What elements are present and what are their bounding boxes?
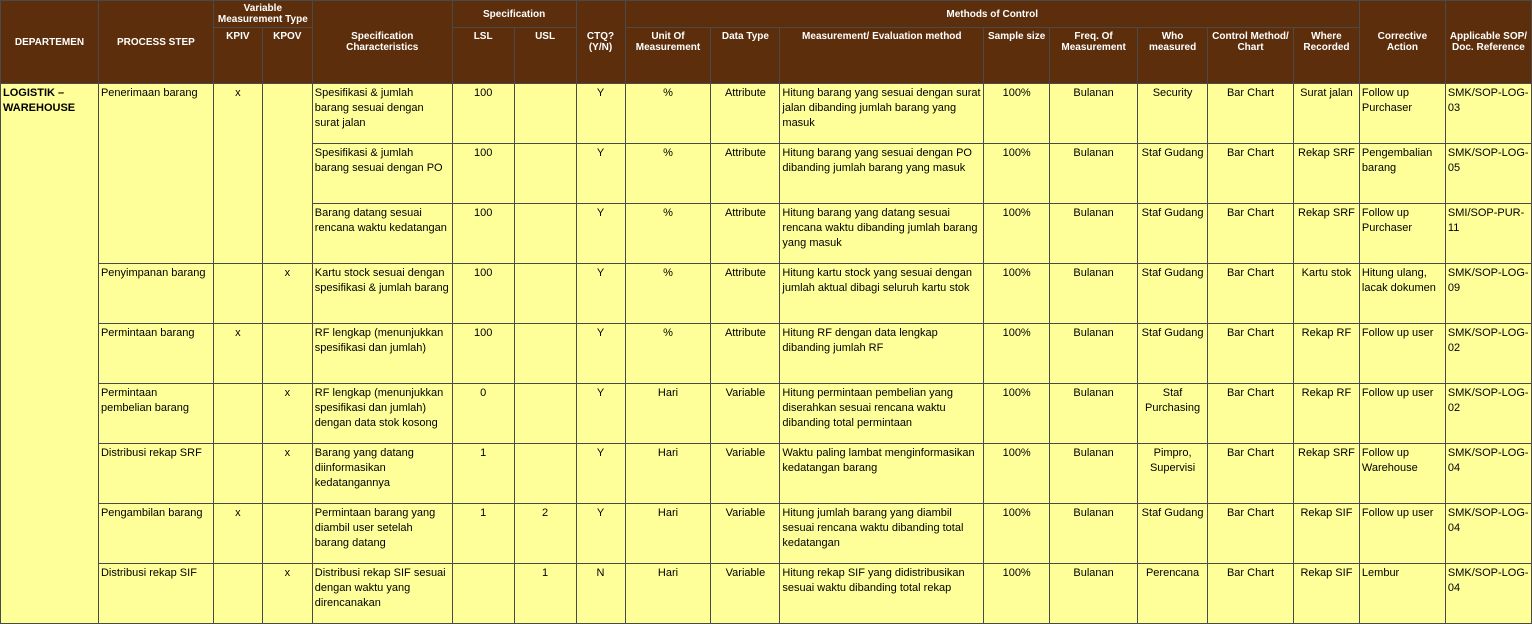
usl-cell — [514, 144, 576, 204]
lsl-cell: 0 — [452, 384, 514, 444]
header-kpov: KPOV — [262, 28, 312, 84]
header-ctq: CTQ? (Y/N) — [576, 1, 625, 84]
header-departemen: DEPARTEMEN — [1, 1, 99, 84]
who-cell: Staf Gudang — [1138, 204, 1208, 264]
header-measurement-method: Measurement/ Evaluation method — [780, 28, 984, 84]
where-cell: Rekap SRF — [1293, 144, 1359, 204]
process-step-cell: Penerimaan barang — [98, 84, 213, 264]
where-cell: Surat jalan — [1293, 84, 1359, 144]
corrective-action-cell: Hitung ulang, lacak dokumen — [1359, 264, 1445, 324]
chart-cell: Bar Chart — [1208, 444, 1294, 504]
unit-cell: Hari — [625, 444, 711, 504]
header-sop: Applicable SOP/ Doc. Reference — [1445, 1, 1531, 84]
kpov-cell — [262, 504, 312, 564]
who-cell: Perencana — [1138, 564, 1208, 624]
table-row — [1, 504, 1532, 564]
usl-cell — [514, 324, 576, 384]
chart-cell: Bar Chart — [1208, 264, 1294, 324]
process-step-cell: Distribusi rekap SIF — [98, 564, 213, 624]
unit-cell: % — [625, 324, 711, 384]
table-row — [1, 264, 1532, 324]
method-cell: Hitung rekap SIF yang didistribusikan sesuai waktu dibanding total rekap — [780, 564, 984, 624]
kpiv-cell: x — [213, 324, 262, 384]
who-cell: Staf Purchasing — [1138, 384, 1208, 444]
header-spec-characteristics: Specification Characteristics — [312, 1, 452, 84]
spec-cell: Kartu stock sesuai dengan spesifikasi & jumlah barang — [312, 264, 452, 324]
unit-cell: % — [625, 264, 711, 324]
chart-cell: Bar Chart — [1208, 564, 1294, 624]
usl-cell — [514, 384, 576, 444]
lsl-cell: 100 — [452, 204, 514, 264]
header-unit: Unit Of Measurement — [625, 28, 711, 84]
lsl-cell: 1 — [452, 504, 514, 564]
freq-cell: Bulanan — [1050, 564, 1138, 624]
ctq-cell: N — [576, 564, 625, 624]
sop-cell: SMK/SOP-LOG-04 — [1445, 564, 1531, 624]
who-cell: Staf Gudang — [1138, 504, 1208, 564]
who-cell: Staf Gudang — [1138, 324, 1208, 384]
freq-cell: Bulanan — [1050, 504, 1138, 564]
who-cell: Staf Gudang — [1138, 144, 1208, 204]
kpiv-cell: x — [213, 504, 262, 564]
table-row — [1, 444, 1532, 504]
freq-cell: Bulanan — [1050, 264, 1138, 324]
chart-cell: Bar Chart — [1208, 324, 1294, 384]
data-type-cell: Attribute — [711, 144, 780, 204]
lsl-cell — [452, 564, 514, 624]
sample-size-cell: 100% — [984, 204, 1050, 264]
kpov-cell: x — [262, 564, 312, 624]
process-step-cell: Permintaan pembelian barang — [98, 384, 213, 444]
where-cell: Rekap RF — [1293, 384, 1359, 444]
sample-size-cell: 100% — [984, 144, 1050, 204]
kpov-cell: x — [262, 264, 312, 324]
kpov-cell: x — [262, 384, 312, 444]
table-row — [1, 384, 1532, 444]
corrective-action-cell: Follow up user — [1359, 324, 1445, 384]
header-process-step: PROCESS STEP — [98, 1, 213, 84]
method-cell: Hitung barang yang sesuai dengan surat jalan dibanding jumlah barang yang masuk — [780, 84, 984, 144]
ctq-cell: Y — [576, 504, 625, 564]
header-lsl: LSL — [452, 28, 514, 84]
header-where-recorded: Where Recorded — [1293, 28, 1359, 84]
data-type-cell: Attribute — [711, 324, 780, 384]
sample-size-cell: 100% — [984, 504, 1050, 564]
kpov-cell: x — [262, 444, 312, 504]
sop-cell: SMK/SOP-LOG-03 — [1445, 84, 1531, 144]
spec-cell: RF lengkap (menunjukkan spesifikasi dan jumlah) — [312, 324, 452, 384]
ctq-cell: Y — [576, 444, 625, 504]
where-cell: Kartu stok — [1293, 264, 1359, 324]
sop-cell: SMK/SOP-LOG-04 — [1445, 444, 1531, 504]
ctq-cell: Y — [576, 264, 625, 324]
header-sample-size: Sample size — [984, 28, 1050, 84]
data-type-cell: Attribute — [711, 204, 780, 264]
unit-cell: Hari — [625, 564, 711, 624]
department-cell: LOGISTIK – WAREHOUSE — [1, 84, 99, 624]
data-type-cell: Attribute — [711, 264, 780, 324]
data-type-cell: Variable — [711, 384, 780, 444]
spec-cell: RF lengkap (menunjukkan spesifikasi dan jumlah) dengan data stok kosong — [312, 384, 452, 444]
header-freq: Freq. Of Measurement — [1050, 28, 1138, 84]
usl-cell: 1 — [514, 564, 576, 624]
chart-cell: Bar Chart — [1208, 504, 1294, 564]
kpiv-cell: x — [213, 84, 262, 264]
kpiv-cell — [213, 444, 262, 504]
header-usl: USL — [514, 28, 576, 84]
sample-size-cell: 100% — [984, 564, 1050, 624]
chart-cell: Bar Chart — [1208, 204, 1294, 264]
freq-cell: Bulanan — [1050, 324, 1138, 384]
sample-size-cell: 100% — [984, 264, 1050, 324]
corrective-action-cell: Follow up Purchaser — [1359, 204, 1445, 264]
sample-size-cell: 100% — [984, 444, 1050, 504]
ctq-cell: Y — [576, 384, 625, 444]
chart-cell: Bar Chart — [1208, 84, 1294, 144]
where-cell: Rekap RF — [1293, 324, 1359, 384]
kpov-cell — [262, 324, 312, 384]
kpov-cell — [262, 84, 312, 264]
spec-cell: Permintaan barang yang diambil user setelah barang datang — [312, 504, 452, 564]
method-cell: Waktu paling lambat menginformasikan kedatangan barang — [780, 444, 984, 504]
header-corrective-action: Corrective Action — [1359, 1, 1445, 84]
data-type-cell: Attribute — [711, 84, 780, 144]
table-row — [1, 84, 1532, 144]
corrective-action-cell: Pengembalian barang — [1359, 144, 1445, 204]
usl-cell — [514, 264, 576, 324]
spec-cell: Barang yang datang diinformasikan kedatangannya — [312, 444, 452, 504]
method-cell: Hitung kartu stock yang sesuai dengan jumlah aktual dibagi seluruh kartu stok — [780, 264, 984, 324]
process-step-cell: Pengambilan barang — [98, 504, 213, 564]
sop-cell: SMK/SOP-LOG-09 — [1445, 264, 1531, 324]
method-cell: Hitung RF dengan data lengkap dibanding jumlah RF — [780, 324, 984, 384]
process-step-cell: Permintaan barang — [98, 324, 213, 384]
corrective-action-cell: Follow up user — [1359, 384, 1445, 444]
ctq-cell: Y — [576, 204, 625, 264]
usl-cell — [514, 444, 576, 504]
unit-cell: % — [625, 84, 711, 144]
corrective-action-cell: Follow up Purchaser — [1359, 84, 1445, 144]
lsl-cell: 100 — [452, 324, 514, 384]
usl-cell — [514, 84, 576, 144]
ctq-cell: Y — [576, 84, 625, 144]
lsl-cell: 1 — [452, 444, 514, 504]
data-type-cell: Variable — [711, 444, 780, 504]
spec-cell: Spesifikasi & jumlah barang sesuai dengan PO — [312, 144, 452, 204]
sample-size-cell: 100% — [984, 84, 1050, 144]
usl-cell: 2 — [514, 504, 576, 564]
who-cell: Security — [1138, 84, 1208, 144]
header-methods-of-control: Methods of Control — [625, 1, 1359, 28]
ctq-cell: Y — [576, 324, 625, 384]
freq-cell: Bulanan — [1050, 444, 1138, 504]
corrective-action-cell: Lembur — [1359, 564, 1445, 624]
sop-cell: SMI/SOP-PUR-11 — [1445, 204, 1531, 264]
where-cell: Rekap SIF — [1293, 504, 1359, 564]
header-control-method: Control Method/ Chart — [1208, 28, 1294, 84]
kpiv-cell — [213, 384, 262, 444]
where-cell: Rekap SRF — [1293, 204, 1359, 264]
unit-cell: Hari — [625, 504, 711, 564]
header-variable-type: Variable Measurement Type — [213, 1, 312, 28]
header-specification: Specification — [452, 1, 576, 28]
unit-cell: Hari — [625, 384, 711, 444]
freq-cell: Bulanan — [1050, 84, 1138, 144]
where-cell: Rekap SRF — [1293, 444, 1359, 504]
method-cell: Hitung jumlah barang yang diambil sesuai rencana waktu dibanding total kedatangan — [780, 504, 984, 564]
header-kpiv: KPIV — [213, 28, 262, 84]
sop-cell: SMK/SOP-LOG-02 — [1445, 324, 1531, 384]
who-cell: Staf Gudang — [1138, 264, 1208, 324]
header-data-type: Data Type — [711, 28, 780, 84]
unit-cell: % — [625, 144, 711, 204]
lsl-cell: 100 — [452, 264, 514, 324]
sop-cell: SMK/SOP-LOG-05 — [1445, 144, 1531, 204]
corrective-action-cell: Follow up user — [1359, 504, 1445, 564]
ctq-cell: Y — [576, 144, 625, 204]
data-type-cell: Variable — [711, 564, 780, 624]
chart-cell: Bar Chart — [1208, 144, 1294, 204]
header-who: Who measured — [1138, 28, 1208, 84]
process-step-cell: Distribusi rekap SRF — [98, 444, 213, 504]
spec-cell: Distribusi rekap SIF sesuai dengan waktu yang direncanakan — [312, 564, 452, 624]
lsl-cell: 100 — [452, 144, 514, 204]
sop-cell: SMK/SOP-LOG-02 — [1445, 384, 1531, 444]
sop-cell: SMK/SOP-LOG-04 — [1445, 504, 1531, 564]
freq-cell: Bulanan — [1050, 384, 1138, 444]
freq-cell: Bulanan — [1050, 204, 1138, 264]
method-cell: Hitung barang yang sesuai dengan PO dibanding jumlah barang yang masuk — [780, 144, 984, 204]
kpiv-cell — [213, 264, 262, 324]
table-row — [1, 324, 1532, 384]
process-step-cell: Penyimpanan barang — [98, 264, 213, 324]
kpiv-cell — [213, 564, 262, 624]
method-cell: Hitung permintaan pembelian yang diserahkan sesuai rencana waktu dibanding total permintaan — [780, 384, 984, 444]
spec-cell: Barang datang sesuai rencana waktu kedatangan — [312, 204, 452, 264]
chart-cell: Bar Chart — [1208, 384, 1294, 444]
lsl-cell: 100 — [452, 84, 514, 144]
usl-cell — [514, 204, 576, 264]
table-row — [1, 564, 1532, 624]
where-cell: Rekap SIF — [1293, 564, 1359, 624]
spec-cell: Spesifikasi & jumlah barang sesuai dengan surat jalan — [312, 84, 452, 144]
method-cell: Hitung barang yang datang sesuai rencana waktu dibanding jumlah barang yang masuk — [780, 204, 984, 264]
data-type-cell: Variable — [711, 504, 780, 564]
freq-cell: Bulanan — [1050, 144, 1138, 204]
who-cell: Pimpro, Supervisi — [1138, 444, 1208, 504]
sample-size-cell: 100% — [984, 324, 1050, 384]
sample-size-cell: 100% — [984, 384, 1050, 444]
unit-cell: % — [625, 204, 711, 264]
corrective-action-cell: Follow up Warehouse — [1359, 444, 1445, 504]
